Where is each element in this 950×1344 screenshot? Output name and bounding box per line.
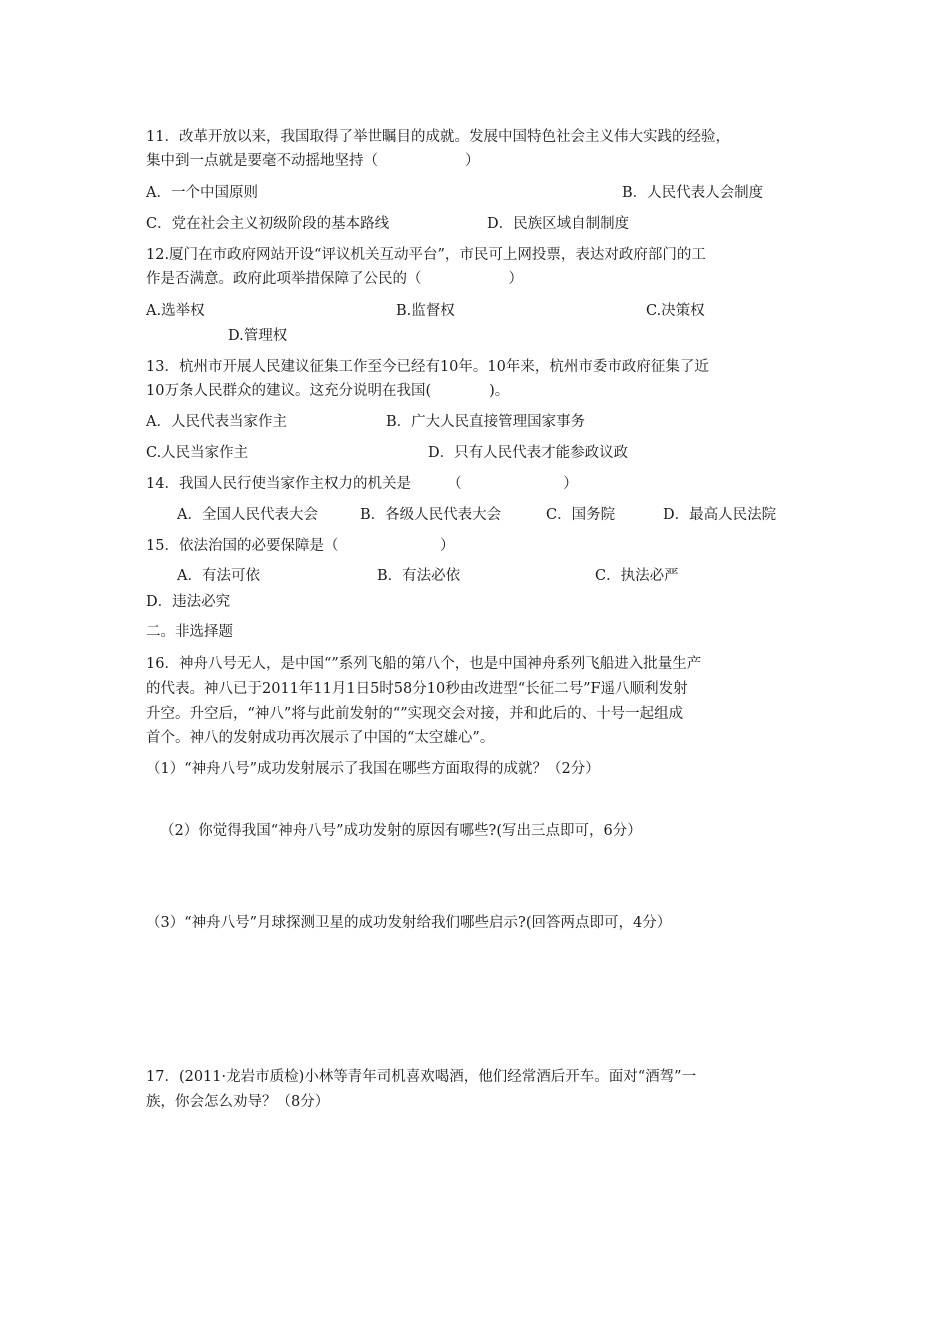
- q12-stem-line2: 作是否满意。政府此项举措保障了公民的（ ）: [146, 271, 523, 287]
- q14-option-c: C．国务院: [546, 507, 616, 523]
- section-heading: 二。非选择题: [146, 624, 233, 640]
- q12-option-d: D.管理权: [228, 328, 288, 344]
- q11-stem-line1: 11．改革开放以来，我国取得了举世瞩目的成就。发展中国特色社会主义伟大实践的经验，: [146, 129, 730, 145]
- q13-stem-line2: 10万条人民群众的建议。这充分说明在我国( )。: [146, 383, 510, 399]
- q17-stem-line2: 族，你会怎么劝导？（8分）: [146, 1094, 330, 1110]
- q15-option-b: B．有法必依: [377, 568, 461, 584]
- q11-option-b: B．人民代表人会制度: [622, 185, 764, 201]
- q15-option-d: D．违法必究: [146, 594, 231, 610]
- q16-stem-line1: 16．神舟八号无人，是中国“”系列飞船的第八个，也是中国神舟系列飞船进入批量生产: [146, 656, 702, 672]
- q16-subquestion-3: （3）“神舟八号”月球探测卫星的成功发射给我们哪些启示?(回答两点即可，4分）: [146, 915, 672, 931]
- q15-option-c: C．执法必严: [595, 568, 679, 584]
- q11-option-c: C．党在社会主义初级阶段的基本路线: [146, 216, 390, 232]
- q13-stem-line1: 13．杭州市开展人民建议征集工作至今已经有10年。10年来，杭州市委市政府征集了近: [146, 359, 709, 375]
- q11-option-a: A．一个中国原则: [146, 185, 258, 201]
- q14-option-b: B．各级人民代表大会: [360, 507, 502, 523]
- q16-stem-line3: 升空。升空后，“神八”将与此前发射的“”实现交会对接，并和此后的、十号一起组成: [146, 706, 684, 722]
- q12-option-b: B.监督权: [396, 303, 455, 319]
- q16-subquestion-1: （1）“神舟八号”成功发射展示了我国在哪些方面取得的成就？（2分）: [146, 761, 600, 777]
- q13-option-c: C.人民当家作主: [146, 445, 249, 461]
- q13-option-b: B．广大人民直接管理国家事务: [386, 414, 586, 430]
- q15-stem: 15．依法治国的必要保障是（ ）: [146, 538, 455, 554]
- q16-stem-line2: 的代表。神八已于2011年11月1日5时58分10秒由改进型“长征二号”F遥八顺利发射: [146, 681, 688, 697]
- q14-option-a: A．全国人民代表大会: [177, 507, 318, 523]
- q14-option-d: D．最高人民法院: [663, 507, 777, 523]
- q12-option-a: A.选举权: [146, 303, 205, 319]
- q12-stem-line1: 12.厦门在市政府网站开设“评议机关互动平台”，市民可上网投票，表达对政府部门的工: [146, 247, 706, 263]
- q15-option-a: A．有法可依: [177, 568, 260, 584]
- q13-option-a: A．人民代表当家作主: [146, 414, 287, 430]
- q12-option-c: C.决策权: [646, 303, 705, 319]
- q16-stem-line4: 首个。神八的发射成功再次展示了中国的“太空雄心”。: [146, 730, 495, 746]
- q17-stem-line1: 17．(2011·龙岩市质检)小林等青年司机喜欢喝酒，他们经常酒后开车。面对“酒驾”一: [146, 1069, 697, 1085]
- q11-option-d: D．民族区域自制制度: [487, 216, 630, 232]
- q14-stem: 14．我国人民行使当家作主权力的机关是 （ ）: [146, 476, 578, 492]
- q16-subquestion-2: （2）你觉得我国“神舟八号”成功发射的原因有哪些?(写出三点即可，6分）: [160, 823, 642, 839]
- q11-stem-line2: 集中到一点就是要毫不动摇地坚持（ ）: [146, 153, 480, 169]
- q13-option-d: D．只有人民代表才能参政议政: [428, 445, 629, 461]
